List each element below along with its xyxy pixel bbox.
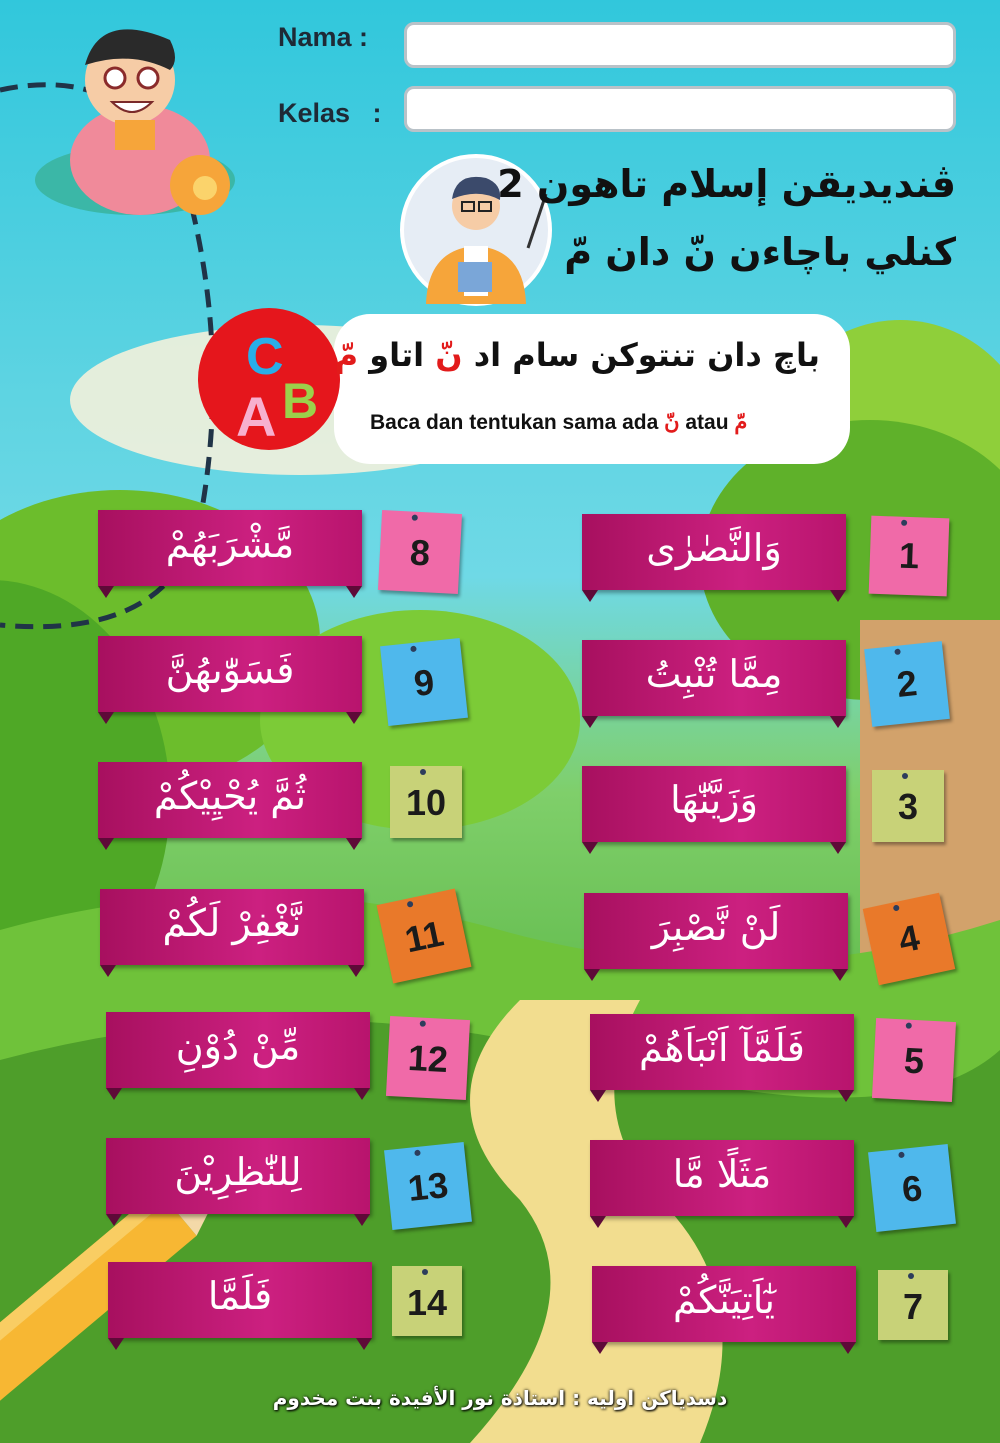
boy-airplane-illustration xyxy=(20,10,240,240)
kelas-label: Kelas : xyxy=(278,98,382,128)
abc-logo xyxy=(198,308,340,450)
number-note: 7 xyxy=(878,1270,948,1340)
word-text: مَثَلًا مَّا xyxy=(672,1152,772,1196)
word-text: مِّنْ دُوْنِ xyxy=(175,1024,301,1068)
word-text: وَزَيَّنّٰهَا xyxy=(670,778,758,822)
abc-letter-b: B xyxy=(282,373,319,429)
number-note: 14 xyxy=(392,1266,462,1336)
nama-label: Nama : xyxy=(278,22,369,52)
word-text: ثُمَّ يُحْيِيْكُمْ xyxy=(153,774,307,818)
instruction-rumi xyxy=(370,410,747,435)
number-note: 6 xyxy=(868,1144,956,1232)
number-note: 2 xyxy=(864,641,950,727)
word-text: فَلَمَّآ اَنْبَاَهُمْ xyxy=(639,1026,805,1070)
abc-letter-a: A xyxy=(236,385,277,448)
word-card[interactable] xyxy=(582,766,846,848)
word-card[interactable] xyxy=(108,1262,372,1344)
word-card[interactable] xyxy=(584,893,848,975)
number-note: 13 xyxy=(384,1142,472,1230)
kelas-input[interactable] xyxy=(404,86,956,132)
word-text: يٰٓاَتِيَنَّكُمْ xyxy=(673,1278,775,1322)
nama-input[interactable] xyxy=(404,22,956,68)
instruction-rumi-mim: مّ xyxy=(734,411,748,434)
number-note: 1 xyxy=(869,516,950,597)
word-text: وَالنَّصٰرٰى xyxy=(646,526,782,570)
word-card[interactable] xyxy=(582,514,846,596)
word-card[interactable] xyxy=(98,762,362,844)
number-note: 4 xyxy=(863,893,956,986)
word-card[interactable] xyxy=(106,1138,370,1220)
word-text: فَلَمَّا xyxy=(207,1274,273,1318)
word-card[interactable] xyxy=(590,1014,854,1096)
word-card[interactable] xyxy=(100,889,364,971)
word-text: مَّشْرَبَهُمْ xyxy=(165,522,295,566)
instruction-jawi-or: اتاو xyxy=(358,336,436,374)
instruction-jawi xyxy=(335,336,820,374)
instruction-rumi-nun: نّ xyxy=(664,411,680,434)
word-text: لِلنّٰظِرِيْنَ xyxy=(174,1150,302,1194)
instruction-jawi-nun: نّ xyxy=(435,336,463,374)
instruction-rumi-or: atau xyxy=(679,411,735,434)
instruction-rumi-text: Baca dan tentukan sama ada xyxy=(370,411,665,434)
word-text: نَّغْفِرْ لَكُمْ xyxy=(162,901,302,945)
abc-letter-c: C xyxy=(246,328,284,386)
word-card[interactable] xyxy=(590,1140,854,1222)
number-note: 5 xyxy=(872,1018,956,1102)
worksheet-title: ڤنديديقن إسلام تاهون 2 xyxy=(497,162,956,206)
worksheet-subtitle: كنلي باچاءن نّ دان مّ xyxy=(564,230,956,274)
word-card[interactable] xyxy=(592,1266,856,1348)
word-text: لَنْ نَّصْبِرَ xyxy=(651,905,781,949)
number-note: 9 xyxy=(380,638,468,726)
word-text: فَسَوّٰىهُنَّ xyxy=(165,648,295,692)
credit-text: دسدياكن اوليه : استاذة نور الأفيدة بنت مخدوم xyxy=(272,1386,728,1410)
number-note: 8 xyxy=(378,510,462,594)
word-card[interactable] xyxy=(98,636,362,718)
instruction-jawi-text: باچ دان تنتوكن سام اد xyxy=(462,336,820,374)
word-card[interactable] xyxy=(98,510,362,592)
word-card[interactable] xyxy=(106,1012,370,1094)
instruction-jawi-mim: مّ xyxy=(334,336,359,374)
word-card[interactable] xyxy=(582,640,846,722)
abc-letters-icon xyxy=(198,308,340,450)
word-text: مِمَّا تُنْبِتُ xyxy=(645,652,783,696)
number-note: 11 xyxy=(377,889,472,984)
number-note: 3 xyxy=(872,770,944,842)
number-note: 10 xyxy=(390,766,462,838)
number-note: 12 xyxy=(386,1016,470,1100)
